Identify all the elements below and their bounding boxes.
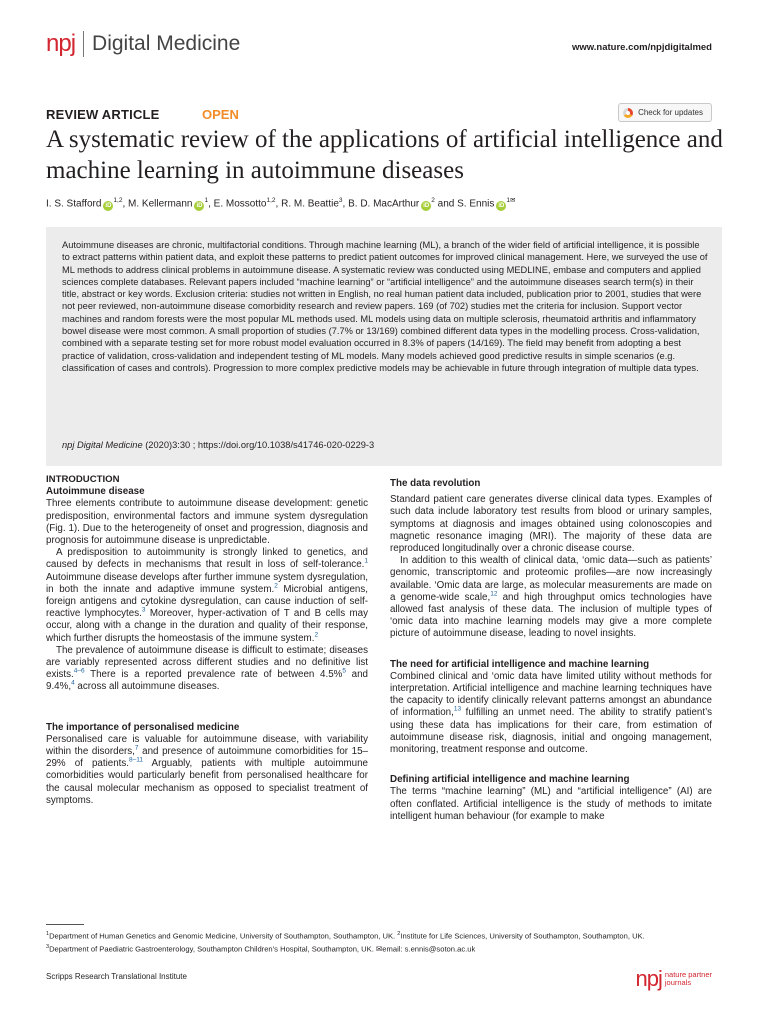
- journal-masthead[interactable]: [46, 28, 240, 60]
- check-for-updates-button[interactable]: [618, 103, 712, 122]
- author-name[interactable]: M. Kellermann: [128, 198, 193, 210]
- subheading-data-revolution: The data revolution: [390, 478, 481, 489]
- orcid-icon[interactable]: iD: [423, 203, 430, 210]
- masthead-divider: [83, 31, 84, 57]
- affiliation-2: Institute for Life Sciences, University of Southampton, Southampton, UK.: [400, 931, 645, 941]
- crossmark-icon: [623, 108, 633, 118]
- paragraph: In addition to this wealth of clinical data, ‘omic data—such as patients’ genomic, transcriptomic and proteomic profiles—are now increasingly available. ‘Omic data are large, as molecular measurements are made on a genome-wide scale,$^{12}$ and high throughput omics technologies have allowed fast analysis of these data. The inclusion of multiple types of ‘omic data into machine learning models may give a more complete picture of autoimmune disease, leading to novel insights.: [390, 555, 712, 640]
- footnote-rule: [46, 924, 84, 925]
- author-list: I. S. Stafford iD$^{1,2}$, M. Kellermann $iD^1$, E. Mossotto$^{1,2}$, R. M. Beattie$^3$, B. D. MacArthur $iD^2$ and S. Ennis $iD^{1✉}$: [46, 197, 516, 210]
- np-logo-line-1: nature partner: [664, 970, 712, 979]
- author-name[interactable]: B. D. MacArthur: [348, 198, 420, 210]
- author-affiliation: 1: [506, 197, 510, 204]
- body-column-left: [46, 474, 368, 807]
- citation-line: [62, 440, 374, 450]
- author-affiliation: 1,2: [266, 197, 276, 204]
- reference-link[interactable]: 4: [71, 680, 75, 688]
- body-column-right: [390, 474, 712, 823]
- author-name[interactable]: S. Ennis: [457, 198, 495, 210]
- reference-link[interactable]: 13: [453, 706, 462, 714]
- citation-doi[interactable]: (2020)3:30 ; https://doi.org/10.1038/s41746-020-0229-3: [142, 440, 375, 450]
- reference-link[interactable]: 8–11: [129, 757, 143, 764]
- orcid-icon[interactable]: iD: [196, 203, 203, 210]
- affiliation-1: Department of Human Genetics and Genomic Medicine, University of Southampton, Southampton, UK.: [49, 931, 398, 941]
- open-access-badge: OPEN: [202, 107, 239, 122]
- reference-link[interactable]: 4–6: [73, 667, 85, 675]
- orcid-icon[interactable]: iD: [105, 203, 112, 210]
- reference-link[interactable]: 1: [364, 558, 368, 566]
- envelope-icon: ✉: [375, 944, 383, 954]
- paragraph: The prevalence of autoimmune disease is difficult to estimate; diseases are variably represented across different studies and no definitive list exists.$^{4-6}$ There is a reported prevalence rate of between 4.5%$^5$ and 9.4%,$^4$ across all autoimmune diseases.: [46, 644, 368, 693]
- orcid-icon[interactable]: iD: [498, 203, 505, 210]
- reference-link[interactable]: 2: [274, 582, 278, 590]
- author-affiliation: 3: [338, 197, 343, 204]
- paragraph: A predisposition to autoimmunity is strongly linked to genetics, and caused by defects in mechanisms that result in loss of self-tolerance.$^1$ Autoimmune disease develops after further immune system dysregulation, in both the innate and adaptive immune system.$^2$ Microbial antigens, foreign antigens and cytokine dysregulation, can cause induction of self-reactive lymphocytes.$^3$ Moreover, hyper-activation of T and B cells may occur, along with a change in the duration and quality of their response, which further disrupts the homeostasis of the immune system.$^2$: [46, 547, 368, 644]
- abstract-box: [46, 227, 722, 466]
- journal-url[interactable]: www.nature.com/npjdigitalmed: [571, 42, 712, 53]
- reference-link[interactable]: 2: [314, 631, 319, 639]
- author-name[interactable]: I. S. Stafford: [46, 198, 102, 210]
- paragraph: The terms “machine learning” (ML) and “artificial intelligence” (AI) are often conflated. Artificial intelligence is the study of methods to imitate intelligent human behaviour (for example to make: [390, 786, 712, 822]
- author-affiliation: 2: [431, 197, 435, 204]
- subheading-need-for-ai-ml: The need for artificial intelligence and machine learning: [390, 658, 650, 670]
- citation-journal: npj Digital Medicine: [62, 440, 143, 450]
- np-logo-line-2: journals: [664, 978, 692, 987]
- affiliation-3: Department of Paediatric Gastroenterology, Southampton Children’s Hospital, Southampton, UK.: [49, 944, 376, 954]
- subheading-personalised-medicine: The importance of personalised medicine: [46, 721, 240, 733]
- reference-link[interactable]: 5: [342, 667, 346, 675]
- affiliations: $^1$Department of Human Genetics and Genomic Medicine, University of Southampton, Southampton, UK. $^2$Institute for Life Sciences, University of Southampton, Southampton, UK. $^3$Department of Paediatric Gastroenterology, Southampton Children’s Hospital, Southampton, UK. ✉email: s.ennis@soton.ac.uk: [46, 931, 645, 954]
- article-type: REVIEW ARTICLE: [46, 107, 160, 122]
- abstract-text: Autoimmune diseases are chronic, multifactorial conditions. Through machine learning (ML), a branch of the wider field of artificial intelligence, it is possible to extract patterns within patient data, and exploit these patterns to predict patient outcomes for improved clinical management. Here, we surveyed the use of ML methods to address clinical problems in autoimmune disease. A systematic review was conducted using MEDLINE, embase and computers and applied sciences complete databases. Relevant papers included “machine learning” or “artificial intelligence” and the autoimmune diseases search term(s) in their title, abstract or key words. Exclusion criteria: studies not written in English, no real human patient data included, publication prior to 2001, studies that were not peer reviewed, non-autoimmune disease comorbidity research and review papers. 169 (of 702) studies met the criteria for inclusion. Support vector machines and random forests were the most popular ML methods used. ML models using data on multiple sclerosis, rheumatoid arthritis and inflammatory bowel disease were most common. A small proportion of studies (7.7% or 13/169) combined different data types in the modelling process. Cross-validation, combined with a separate testing set for more robust model evaluation occurred in 8.3% of papers (14/169). The field may benefit from adopting a best practice of validation, cross-validation and independent testing of ML models. Many models achieved good predictive results in simple scenarios (e.g. classification of cases and controls). Progression to more complex predictive models may be achievable in future through integration of multiple data types.: [62, 240, 708, 373]
- reference-link[interactable]: 3: [141, 606, 146, 614]
- journal-name: Digital Medicine: [92, 32, 241, 55]
- npj-logo: npj: [46, 30, 76, 57]
- author-name[interactable]: E. Mossotto: [213, 198, 267, 210]
- author-affiliation: 1,2: [113, 197, 123, 204]
- reference-link[interactable]: 12: [490, 590, 498, 598]
- publisher-name: Scripps Research Translational Institute: [46, 972, 187, 981]
- subheading-defining-ai-ml: Defining artificial intelligence and machine learning: [390, 774, 630, 786]
- reference-link[interactable]: 7: [134, 744, 139, 752]
- nature-partner-journals-logo: [636, 966, 712, 992]
- envelope-icon[interactable]: ✉: [509, 197, 516, 204]
- subheading-autoimmune-disease: Autoimmune disease: [46, 486, 145, 498]
- corresponding-email[interactable]: email: s.ennis@soton.ac.uk: [382, 944, 476, 954]
- author-affiliation: 1: [204, 197, 209, 204]
- check-for-updates-label: Check for updates: [638, 108, 703, 117]
- section-heading-introduction: INTRODUCTION: [46, 474, 120, 485]
- author-name[interactable]: R. M. Beattie: [281, 198, 339, 210]
- paragraph: Three elements contribute to autoimmune disease development: genetic predisposition, environmental factors and immune system dysregulation (Fig. 1). Due to the heterogeneity of onset and progression, diagnosis and prognosis for autoimmune disease is unpredictable.: [46, 498, 368, 547]
- article-title: A systematic review of the applications of artificial intelligence and machine learning in autoimmune diseases: [46, 126, 723, 184]
- paragraph: Standard patient care generates diverse clinical data types. Examples of such data include laboratory test results from blood or urinary samples, symptoms at diagnosis and images obtained using colonoscopies and magnetic resonance imaging (MRI). The majority of these data are reproduced longitudinally over a chronic disease course.: [390, 494, 712, 555]
- paragraph: Personalised care is valuable for autoimmune disease, with variability within the disorders,$^7$ and presence of autoimmune comorbidities for 15–29% of patients.$^{8-11}$ Arguably, patients with multiple autoimmune comorbidities would particularly benefit from personalised healthcare for the causal molecular mechanism as opposed to specialist treatment of symptoms.: [46, 733, 369, 806]
- paragraph: Combined clinical and ‘omic data have limited utility without methods for interpretation. Artificial intelligence and machine learning techniques have the capacity to identify clinically relevant patterns amongst an abundance of information,$^{13}$ fulfilling an unmet need. The ability to stratify patient’s using these data has implications for their care, from estimation of autoimmune disease risk, diagnosis, initial and ongoing management, monitoring, treatment response and outcome.: [390, 670, 712, 756]
- npj-logo: npj: [635, 966, 662, 991]
